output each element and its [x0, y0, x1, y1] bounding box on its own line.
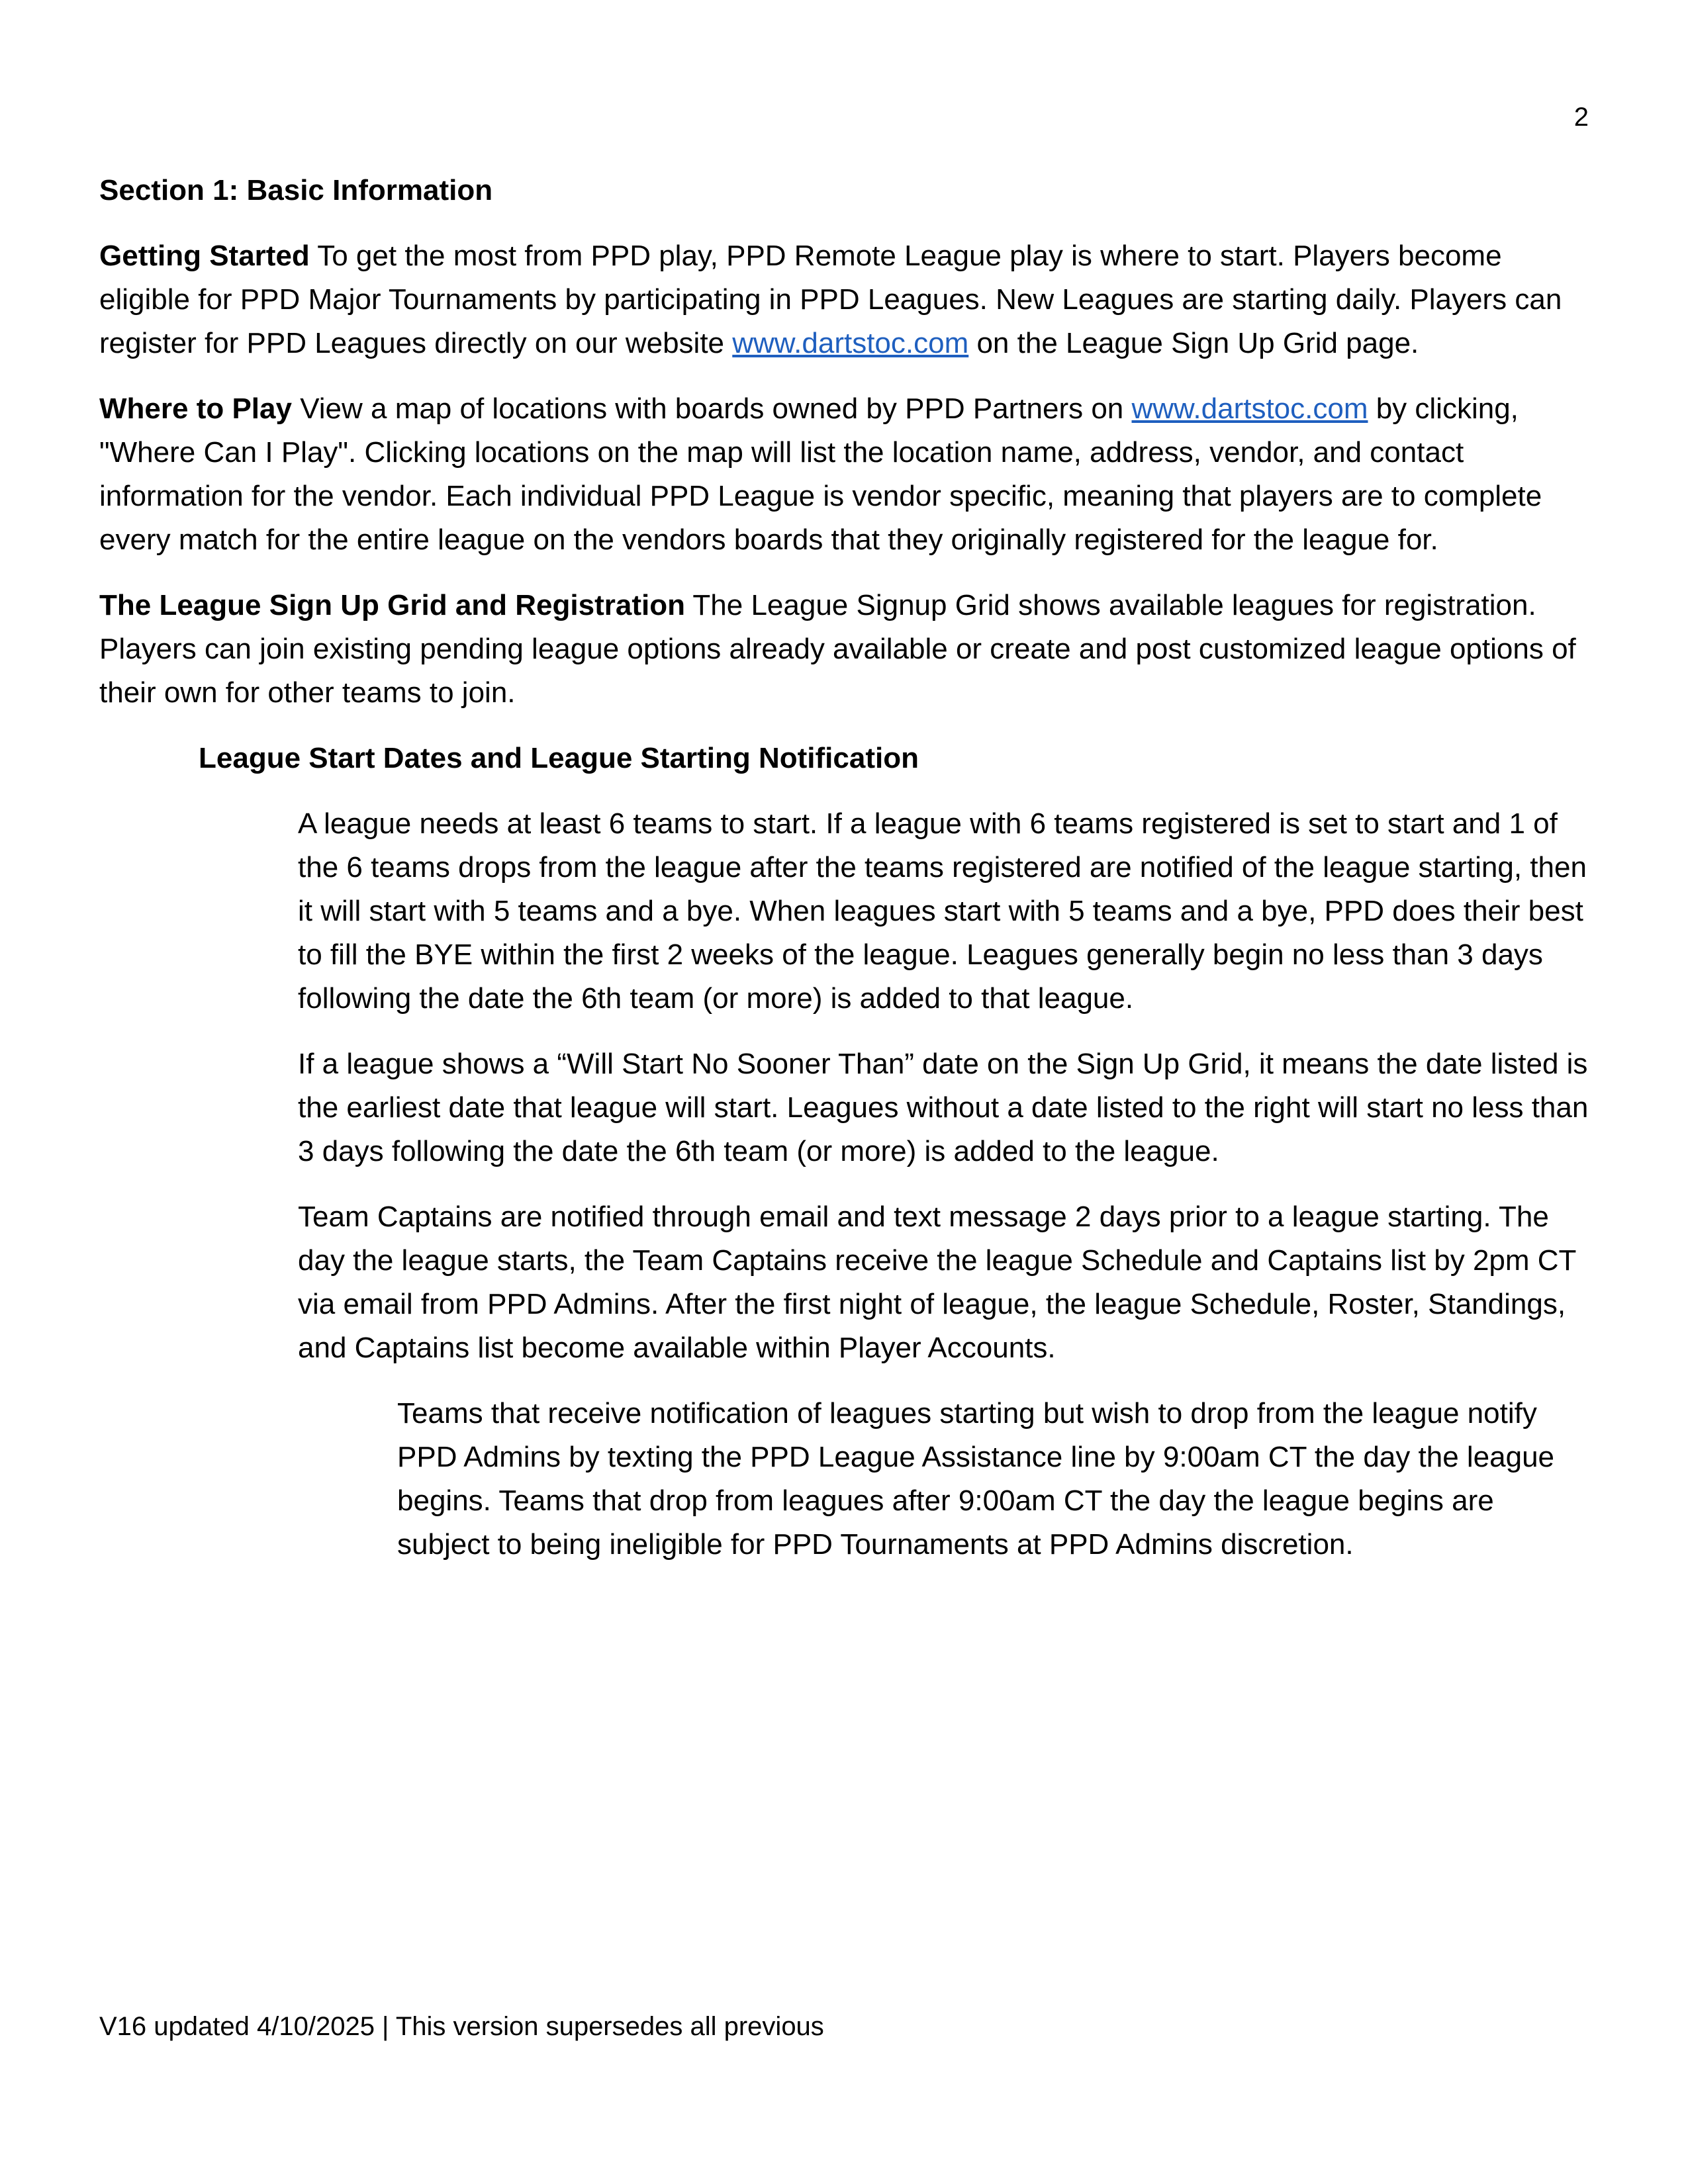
- sign-up-grid-text: The League Signup Grid shows available leagues for registration. Players can join existing pending league options already available or create and post customized league options of their own for other teams to join.: [99, 589, 1576, 709]
- getting-started-paragraph: [99, 234, 1589, 365]
- getting-started-lead: Getting Started: [99, 240, 310, 272]
- start-dates-heading: League Start Dates and League Starting Notification: [199, 742, 919, 774]
- where-to-play-text-2: by clicking, "Where Can I Play". Clicking locations on the map will list the location name, address, vendor, and contact information for the vendor. Each individual PPD League is vendor specific, meaning that players are to complete every match for the entire league on the vendors boards that they originally registered for the league for.: [99, 392, 1542, 556]
- dartstoc-link-2[interactable]: www.dartstoc.com: [1131, 392, 1368, 425]
- footer-version-note: V16 updated 4/10/2025 | This version supersedes all previous: [99, 2012, 824, 2041]
- getting-started-text-1: To get the most from PPD play, PPD Remote League play is where to start. Players become eligible for PPD Major Tournaments by participating in PPD Leagues. New Leagues are starting daily. Players can register for PPD Leagues directly on our website: [99, 240, 1562, 359]
- where-to-play-lead: Where to Play: [99, 392, 292, 425]
- document-body: [99, 169, 1589, 1588]
- start-dates-paragraph-1: A league needs at least 6 teams to start. If a league with 6 teams registered is set to start and 1 of the 6 teams drops from the league after the teams registered are notified of the league starting, then it will start with 5 teams and a bye. When leagues start with 5 teams and a bye, PPD does their best to fill the BYE within the first 2 weeks of the league. Leagues generally begin no less than 3 days following the date the 6th team (or more) is added to that league.: [298, 807, 1587, 1015]
- where-to-play-text-1: View a map of locations with boards owned by PPD Partners on: [291, 392, 1132, 425]
- page-number: 2: [1573, 103, 1589, 132]
- start-dates-paragraph-2: If a league shows a “Will Start No Sooner Than” date on the Sign Up Grid, it means the date listed is the earliest date that league will start. Leagues without a date listed to the right will start no less than 3 days following the date the 6th team (or more) is added to the league.: [298, 1048, 1589, 1167]
- sign-up-grid-paragraph: [99, 584, 1589, 715]
- dartstoc-link-1[interactable]: www.dartstoc.com: [732, 327, 969, 359]
- start-dates-paragraph-3: Team Captains are notified through email and text message 2 days prior to a league starting. The day the league starts, the Team Captains receive the league Schedule and Captains list by 2pm CT via email from PPD Admins. After the first night of league, the league Schedule, Roster, Standings, and Captains list become available within Player Accounts.: [298, 1201, 1576, 1364]
- where-to-play-paragraph: [99, 387, 1589, 562]
- section-title: Section 1: Basic Information: [99, 174, 493, 206]
- getting-started-text-2: on the League Sign Up Grid page.: [968, 327, 1419, 359]
- start-dates-paragraph-4: Teams that receive notification of leagues starting but wish to drop from the league notify PPD Admins by texting the PPD League Assistance line by 9:00am CT the day the league begins. Teams that drop from leagues after 9:00am CT the day the league begins are subject to being ineligible for PPD Tournaments at PPD Admins discretion.: [397, 1397, 1555, 1561]
- sign-up-grid-lead: The League Sign Up Grid and Registration: [99, 589, 685, 621]
